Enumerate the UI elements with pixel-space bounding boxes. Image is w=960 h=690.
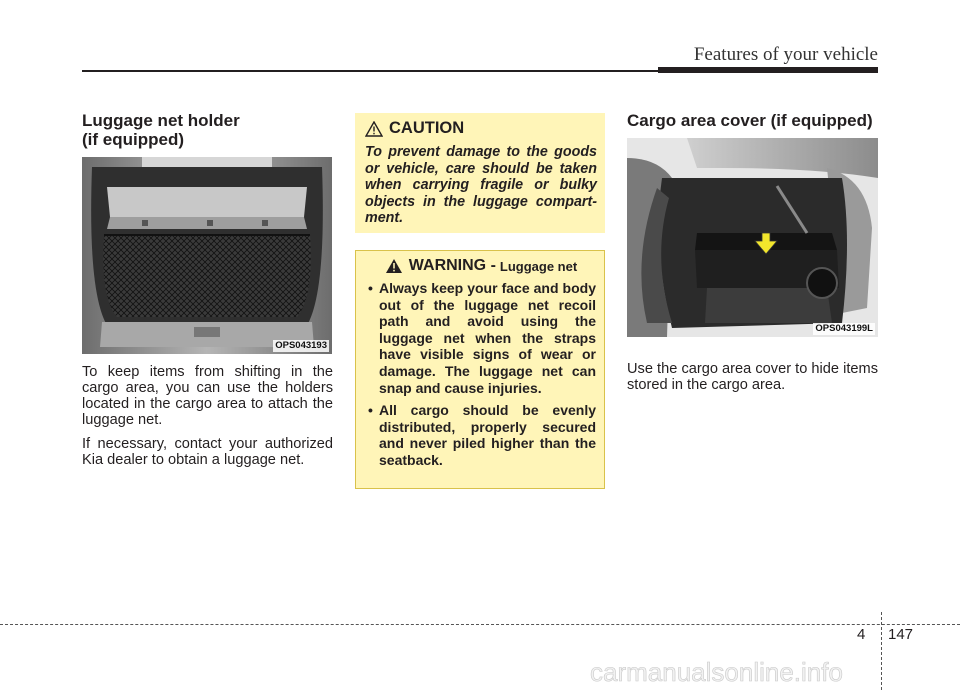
svg-text:carmanualsonline.info: carmanualsonline.info [590, 657, 843, 687]
section-title-luggage-net [82, 111, 332, 149]
warning-box [355, 250, 605, 489]
luggage-net-description [82, 364, 333, 476]
paragraph: If necessary, contact your authorized Kia dealer to obtain a luggage net. [82, 436, 333, 468]
warning-sublabel: Luggage net [499, 258, 578, 274]
warning-heading [366, 257, 596, 275]
warning-list [366, 280, 596, 469]
title-line-1: Luggage net holder [82, 111, 240, 130]
caution-triangle-icon [365, 121, 383, 137]
header-rule-accent [658, 67, 878, 73]
paragraph: To keep items from shifting in the cargo area, you can use the holders located in the cargo area to attach the luggage net. [82, 364, 333, 428]
list-item: • All cargo should be evenly distributed, properly secured and never piled higher than the seatback. [366, 402, 596, 468]
photo-code: OPS043193 [275, 340, 327, 351]
page-header-title: Features of your vehicle [693, 44, 878, 65]
photo-code: OPS043199L [815, 323, 873, 334]
chapter-number: 4 [857, 626, 866, 643]
cargo-cover-photo [627, 138, 878, 337]
cargo-cover-illustration [627, 138, 878, 337]
section-title-cargo-cover [627, 111, 879, 130]
caution-box [355, 113, 605, 233]
caution-heading [365, 119, 597, 138]
watermark-logo [590, 657, 955, 687]
warning-label: WARNING - [408, 257, 496, 274]
title-line: Cargo area cover (if equipped) [627, 111, 873, 130]
title-line-2: (if equipped) [82, 130, 184, 149]
page-number: 147 [888, 626, 914, 643]
caution-text: To prevent damage to the goods or vehicle, care should be taken when carrying fragile or bulky objects in the luggage compart-ment. [365, 144, 597, 227]
caution-label: CAUTION [389, 119, 465, 137]
cargo-cover-description [627, 346, 878, 407]
luggage-net-photo [82, 157, 332, 354]
warning-triangle-icon [385, 258, 403, 274]
footer-dashed-rule [0, 624, 960, 625]
paragraph: Use the cargo area cover to hide items stored in the cargo area. [627, 360, 878, 393]
luggage-net-illustration [82, 157, 332, 354]
list-item: • Always keep your face and body out of the luggage net recoil path and avoid using the luggage net when the straps have visible signs of wear or damage. The luggage net can snap and cause injuries. [366, 280, 596, 396]
